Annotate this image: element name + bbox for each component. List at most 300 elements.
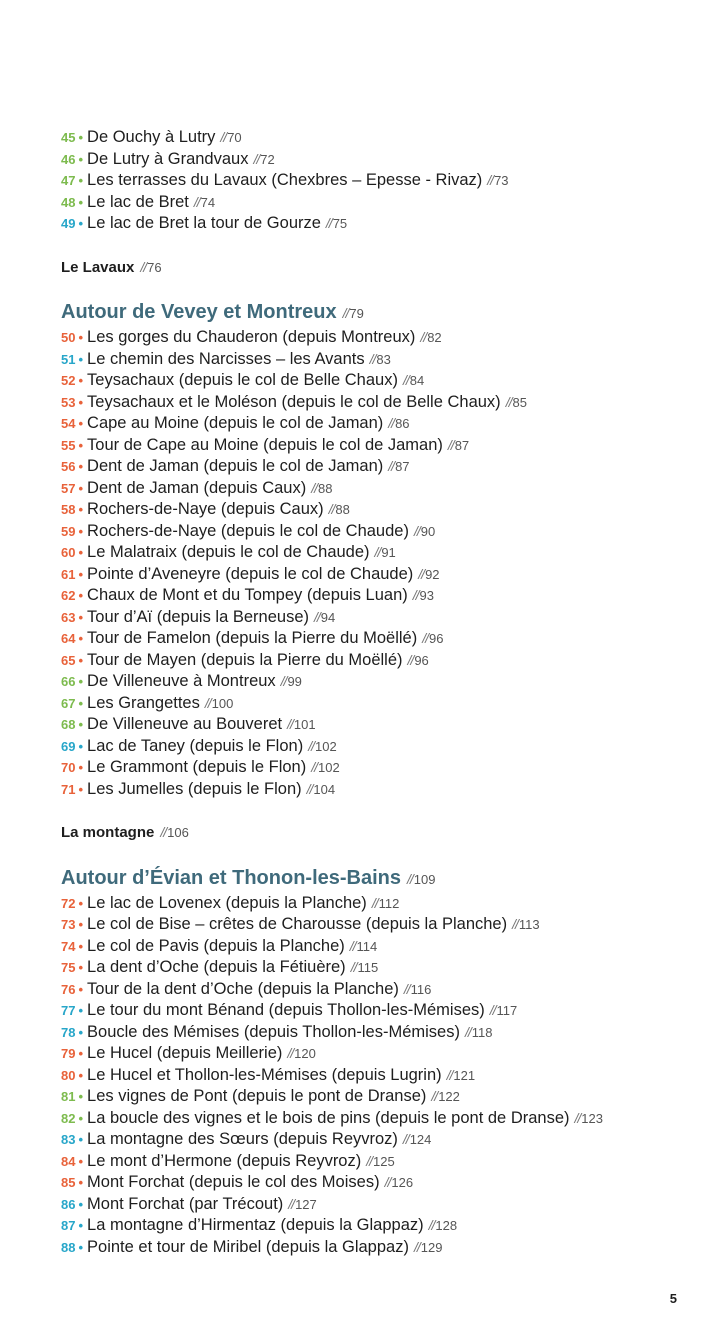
route-entry	[61, 1129, 701, 1151]
page-ref-number: 117	[496, 1003, 518, 1018]
route-entry	[61, 192, 701, 214]
bullet-dot: •	[78, 1003, 84, 1018]
page-ref-number: 76	[147, 259, 162, 275]
route-title: Le chemin des Narcisses – les Avants	[87, 349, 365, 368]
route-number: 73	[61, 917, 76, 932]
route-entry	[61, 349, 701, 371]
route-number: 82	[61, 1110, 76, 1126]
page-ref-number: 88	[335, 502, 350, 517]
bullet-dot: •	[78, 173, 84, 188]
page-ref-number: 84	[409, 373, 425, 388]
page-ref	[403, 373, 424, 388]
page-ref	[372, 896, 400, 911]
page-separator: //	[140, 258, 147, 275]
section-label: Autour de Vevey et Montreux	[61, 301, 337, 323]
route-title: Teysachaux (depuis le col de Belle Chaux)	[87, 371, 398, 389]
route-title: Les gorges du Chauderon (depuis Montreux)	[87, 328, 416, 346]
route-number: 47	[61, 173, 76, 188]
section-heading	[61, 299, 701, 325]
page-separator: //	[428, 1217, 435, 1233]
bullet-dot: •	[78, 1046, 84, 1061]
route-entry	[61, 542, 701, 564]
section-heading	[61, 865, 701, 891]
route-entry	[61, 370, 701, 392]
bullet-dot: •	[78, 695, 84, 711]
page-ref-number: 101	[293, 717, 316, 732]
page-separator: //	[288, 1195, 295, 1212]
route-title: Le mont d’Hermone (depuis Reyvroz)	[87, 1151, 362, 1170]
route-title: Chaux de Mont et du Tompey (depuis Luan)	[87, 586, 408, 604]
page-ref-number: 100	[211, 695, 234, 711]
bullet-dot: •	[78, 738, 84, 754]
page-ref-number: 91	[381, 545, 396, 560]
page-ref-number: 121	[453, 1067, 476, 1083]
page-ref-number: 74	[200, 194, 216, 210]
page-separator: //	[464, 1023, 471, 1040]
page-ref	[287, 1046, 315, 1061]
route-entry	[61, 736, 701, 758]
page-ref-number: 120	[294, 1046, 316, 1061]
route-entry	[61, 757, 701, 779]
bullet-dot: •	[78, 1024, 84, 1040]
route-entry	[61, 127, 701, 149]
route-title: Tour de Mayen (depuis la Pierre du Moëllé)	[87, 650, 403, 669]
route-title: Rochers-de-Naye (depuis Caux)	[87, 500, 324, 518]
page-separator: //	[287, 1045, 294, 1061]
page-separator: //	[374, 544, 381, 560]
route-entry	[61, 149, 701, 171]
bullet-dot: •	[78, 652, 84, 668]
page-ref-number: 115	[357, 960, 379, 975]
route-entry	[61, 327, 701, 349]
route-entry	[61, 435, 701, 457]
route-number: 84	[61, 1153, 76, 1169]
route-number: 66	[61, 674, 76, 689]
page-ref	[413, 588, 434, 603]
bullet-dot: •	[78, 1239, 84, 1255]
page-ref	[220, 130, 241, 145]
page-separator: //	[407, 870, 413, 887]
route-number: 55	[61, 437, 76, 453]
route-title: Le Malatraix (depuis le col de Chaude)	[87, 543, 370, 561]
page-ref	[431, 1089, 459, 1104]
route-number: 85	[61, 1175, 76, 1190]
subsection-title	[61, 257, 701, 279]
route-title: Le lac de Lovenex (depuis la Planche)	[87, 893, 367, 912]
page-separator: //	[349, 937, 356, 954]
spacer	[61, 235, 701, 257]
route-title: De Villeneuve à Montreux	[87, 672, 276, 690]
route-entry	[61, 478, 701, 500]
route-number: 49	[61, 216, 76, 231]
route-entry	[61, 1065, 701, 1087]
bullet-dot: •	[78, 351, 84, 367]
page-ref	[326, 216, 347, 231]
bullet-dot: •	[78, 1196, 84, 1212]
page-separator: //	[402, 1131, 409, 1147]
page-separator: //	[412, 587, 419, 603]
bullet-dot: •	[78, 760, 84, 775]
page-ref	[205, 696, 233, 711]
bullet-dot: •	[78, 566, 84, 582]
route-entry	[61, 213, 701, 235]
page-ref	[311, 760, 339, 775]
route-entry	[61, 1194, 701, 1216]
route-number: 77	[61, 1003, 76, 1018]
route-number: 50	[61, 330, 76, 345]
bullet-dot: •	[78, 588, 84, 603]
table-of-contents	[61, 127, 701, 1258]
page-ref-number: 118	[471, 1024, 493, 1040]
spacer	[61, 278, 701, 299]
bullet-dot: •	[78, 502, 84, 517]
route-entry	[61, 564, 701, 586]
page-ref	[140, 260, 161, 275]
page-ref	[422, 631, 443, 646]
page-ref	[366, 1154, 394, 1169]
page-ref-number: 125	[373, 1153, 395, 1169]
bullet-dot: •	[78, 130, 84, 145]
route-entry	[61, 1215, 701, 1237]
route-entry	[61, 413, 701, 435]
section-label: Autour d’Évian et Thonon-les-Bains	[61, 866, 402, 889]
page-ref	[311, 481, 332, 496]
page-separator: //	[325, 215, 332, 231]
page-separator: //	[342, 305, 349, 321]
page-ref-number: 122	[438, 1089, 460, 1104]
route-entry	[61, 957, 701, 979]
route-title: Mont Forchat (depuis le col des Moises)	[87, 1173, 380, 1191]
route-entry	[61, 1108, 701, 1130]
bullet-dot: •	[78, 194, 84, 210]
page-ref-number: 75	[332, 216, 348, 231]
page-ref-number: 102	[314, 738, 337, 754]
page-ref	[404, 982, 432, 997]
page-separator: //	[512, 916, 518, 932]
route-title: Le Hucel (depuis Meillerie)	[87, 1044, 283, 1062]
page-ref-number: 73	[494, 173, 509, 188]
route-entry	[61, 1000, 701, 1022]
route-title: La dent d’Oche (depuis la Fétiuère)	[87, 958, 346, 976]
page-ref-number: 87	[395, 459, 410, 474]
page-separator: //	[413, 522, 420, 539]
page-ref	[403, 1132, 431, 1147]
page-ref-number: 93	[419, 588, 435, 603]
page-ref-number: 87	[454, 437, 470, 453]
route-entry	[61, 936, 701, 958]
route-title: Boucle des Mémises (depuis Thollon-les-Mémises)	[87, 1022, 460, 1041]
route-title: Teysachaux et le Moléson (depuis le col de Belle Chaux)	[87, 392, 501, 411]
bullet-dot: •	[78, 609, 84, 625]
page-separator: //	[253, 150, 260, 167]
page-ref-number: 82	[427, 330, 442, 345]
page-ref-number: 70	[227, 130, 242, 145]
route-number: 80	[61, 1067, 76, 1083]
page-separator: //	[350, 959, 357, 975]
route-number: 60	[61, 545, 76, 560]
route-entry	[61, 521, 701, 543]
page-ref	[448, 438, 469, 453]
route-number: 53	[61, 394, 76, 410]
route-title: La montagne d’Hirmentaz (depuis la Glappaz)	[87, 1216, 424, 1234]
page-ref	[490, 1003, 518, 1018]
route-entry	[61, 693, 701, 715]
page-ref	[420, 330, 441, 345]
route-entry	[61, 585, 701, 607]
spacer	[61, 800, 701, 822]
page-ref-number: 126	[391, 1175, 414, 1190]
page-separator: //	[369, 350, 376, 367]
subsection-title	[61, 822, 701, 844]
page-ref	[287, 717, 315, 732]
route-entry	[61, 607, 701, 629]
page-ref	[351, 960, 379, 975]
route-number: 86	[61, 1196, 76, 1212]
bullet-dot: •	[78, 416, 84, 431]
route-title: Dent de Jaman (depuis Caux)	[87, 478, 307, 497]
route-title: La boucle des vignes et le bois de pins (depuis le pont de Dranse)	[87, 1108, 570, 1127]
route-number: 52	[61, 373, 76, 388]
bullet-dot: •	[78, 895, 84, 911]
page-ref	[506, 395, 527, 410]
bullet-dot: •	[78, 938, 84, 954]
page-separator: //	[446, 1066, 453, 1083]
route-number: 48	[61, 194, 76, 210]
route-number: 68	[61, 717, 76, 732]
route-number: 59	[61, 523, 76, 539]
route-entry	[61, 170, 701, 192]
route-title: Tour d’Aï (depuis la Berneuse)	[87, 607, 309, 626]
bullet-dot: •	[78, 373, 84, 388]
page-number: 5	[669, 1291, 677, 1306]
route-number: 83	[61, 1132, 76, 1147]
route-number: 58	[61, 502, 76, 517]
page-ref-number: 123	[581, 1110, 603, 1126]
bullet-dot: •	[78, 151, 84, 167]
bullet-dot: •	[78, 631, 84, 646]
page-ref-number: 129	[420, 1239, 443, 1255]
page-separator: //	[403, 980, 410, 997]
page-separator: //	[447, 436, 454, 453]
route-number: 63	[61, 609, 76, 625]
bullet-dot: •	[78, 437, 84, 453]
route-title: Pointe d’Aveneyre (depuis le col de Chaude)	[87, 564, 414, 583]
route-title: Dent de Jaman (depuis le col de Jaman)	[87, 457, 384, 475]
route-title: Les Jumelles (depuis le Flon)	[87, 779, 302, 798]
route-entry	[61, 1151, 701, 1173]
route-entry	[61, 1043, 701, 1065]
page-separator: //	[505, 393, 512, 410]
bullet-dot: •	[78, 216, 84, 231]
route-number: 45	[61, 130, 76, 145]
page-ref-number: 92	[425, 566, 440, 582]
page-separator: //	[388, 415, 395, 431]
page-ref-number: 102	[318, 760, 340, 775]
page-separator: //	[384, 1174, 391, 1190]
bullet-dot: •	[78, 1132, 84, 1147]
page-ref	[160, 825, 188, 840]
page-ref	[414, 1240, 442, 1255]
page-ref	[329, 502, 350, 517]
page-separator: //	[489, 1002, 496, 1018]
page-ref	[385, 1175, 413, 1190]
page-separator: //	[220, 129, 227, 145]
page-separator: //	[413, 1238, 420, 1255]
bullet-dot: •	[78, 459, 84, 474]
bullet-dot: •	[78, 1175, 84, 1190]
page-separator: //	[371, 894, 378, 911]
page-separator: //	[328, 501, 335, 517]
page-ref-number: 127	[295, 1196, 317, 1212]
route-number: 69	[61, 738, 76, 754]
bullet-dot: •	[78, 523, 84, 539]
route-title: Le col de Bise – crêtes de Charousse (depuis la Planche)	[87, 915, 508, 933]
route-number: 46	[61, 151, 76, 167]
page-ref-number: 96	[414, 652, 429, 668]
page-ref	[575, 1111, 603, 1126]
bullet-dot: •	[78, 1089, 84, 1104]
route-title: De Ouchy à Lutry	[87, 128, 216, 146]
route-number: 65	[61, 652, 76, 668]
route-title: Le lac de Bret la tour de Gourze	[87, 214, 321, 232]
page-separator: //	[574, 1109, 581, 1126]
page-ref	[281, 674, 302, 689]
route-number: 75	[61, 960, 76, 975]
route-entry	[61, 671, 701, 693]
page-ref	[447, 1068, 475, 1083]
route-title: Les terrasses du Lavaux (Chexbres – Epesse - Rivaz)	[87, 171, 483, 189]
page-separator: //	[311, 759, 317, 775]
route-number: 61	[61, 566, 76, 582]
page-ref	[370, 352, 391, 367]
route-number: 56	[61, 459, 76, 474]
bullet-dot: •	[78, 960, 84, 975]
bullet-dot: •	[78, 1218, 84, 1233]
page-ref-number: 86	[395, 416, 410, 431]
route-list	[61, 127, 701, 235]
bullet-dot: •	[78, 917, 84, 932]
page-ref-number: 112	[378, 895, 400, 911]
route-entry	[61, 914, 701, 936]
page-separator: //	[204, 694, 211, 711]
page-ref-number: 85	[512, 394, 527, 410]
route-number: 70	[61, 760, 76, 775]
page-separator: //	[420, 329, 427, 345]
page-ref	[253, 152, 274, 167]
page-ref	[350, 939, 378, 954]
page-ref	[414, 524, 435, 539]
bullet-dot: •	[78, 781, 84, 797]
route-number: 62	[61, 588, 76, 603]
page-ref-number: 96	[428, 631, 444, 646]
page-separator: //	[313, 608, 320, 625]
page-ref	[512, 917, 540, 932]
bullet-dot: •	[78, 981, 84, 997]
route-title: Lac de Taney (depuis le Flon)	[87, 736, 304, 755]
route-entry	[61, 456, 701, 478]
page-ref-number: 124	[409, 1132, 432, 1147]
page-ref-number: 88	[318, 480, 333, 496]
page-separator: //	[160, 824, 167, 840]
page-separator: //	[287, 716, 293, 732]
route-number: 76	[61, 981, 76, 997]
route-number: 87	[61, 1218, 76, 1233]
page-separator: //	[308, 737, 314, 754]
bullet-dot: •	[78, 545, 84, 560]
route-title: Le tour du mont Bénand (depuis Thollon-les-Mémises)	[87, 1001, 485, 1019]
route-list	[61, 327, 701, 800]
route-title: Le lac de Bret	[87, 192, 189, 211]
page-separator: //	[366, 1152, 373, 1169]
page-ref-number: 106	[167, 825, 189, 840]
route-entry	[61, 1172, 701, 1194]
route-title: Tour de la dent d’Oche (depuis la Planche)	[87, 979, 399, 998]
route-number: 88	[61, 1239, 76, 1255]
subsection-label: La montagne	[61, 824, 155, 841]
subsection-label: Le Lavaux	[61, 258, 135, 276]
route-entry	[61, 714, 701, 736]
route-number: 54	[61, 416, 76, 431]
spacer	[61, 844, 701, 865]
page-ref-number: 116	[410, 981, 432, 997]
bullet-dot: •	[78, 717, 84, 732]
route-title: Les Grangettes	[87, 693, 200, 712]
route-title: La montagne des Sœurs (depuis Reyvroz)	[87, 1130, 398, 1148]
route-number: 72	[61, 895, 76, 911]
page-ref	[408, 653, 429, 668]
route-number: 67	[61, 695, 76, 711]
bullet-dot: •	[78, 1110, 84, 1126]
bullet-dot: •	[78, 1153, 84, 1169]
route-title: De Villeneuve au Bouveret	[87, 715, 283, 733]
page-ref-number: 99	[287, 674, 302, 689]
bullet-dot: •	[78, 1067, 84, 1083]
route-title: Le col de Pavis (depuis la Planche)	[87, 936, 345, 955]
page-separator: //	[402, 372, 409, 388]
page-separator: //	[388, 458, 395, 474]
page-ref-number: 79	[349, 306, 364, 321]
page-ref	[407, 872, 435, 887]
route-entry	[61, 979, 701, 1001]
page-ref	[388, 416, 409, 431]
route-title: Pointe et tour de Miribel (depuis la Glappaz)	[87, 1237, 409, 1256]
page-separator: //	[422, 630, 428, 646]
bullet-dot: •	[78, 330, 84, 345]
page-separator: //	[193, 193, 200, 210]
route-entry	[61, 499, 701, 521]
page-ref	[307, 782, 335, 797]
page-ref	[465, 1025, 493, 1040]
page-ref	[429, 1218, 457, 1233]
page-ref	[194, 195, 215, 210]
page-ref	[418, 567, 439, 582]
page-ref	[343, 306, 364, 321]
route-number: 51	[61, 351, 76, 367]
route-entry	[61, 1086, 701, 1108]
page-ref-number: 72	[260, 151, 275, 167]
page-ref	[288, 1197, 316, 1212]
page-ref-number: 109	[413, 871, 436, 887]
page-separator: //	[280, 673, 287, 689]
route-title: De Lutry à Grandvaux	[87, 149, 249, 168]
page-separator: //	[487, 172, 494, 188]
page-separator: //	[431, 1088, 438, 1104]
route-entry	[61, 1237, 701, 1259]
route-entry	[61, 893, 701, 915]
route-title: Tour de Cape au Moine (depuis le col de Jaman)	[87, 435, 443, 454]
route-title: Le Grammont (depuis le Flon)	[87, 758, 307, 776]
bullet-dot: •	[78, 480, 84, 496]
